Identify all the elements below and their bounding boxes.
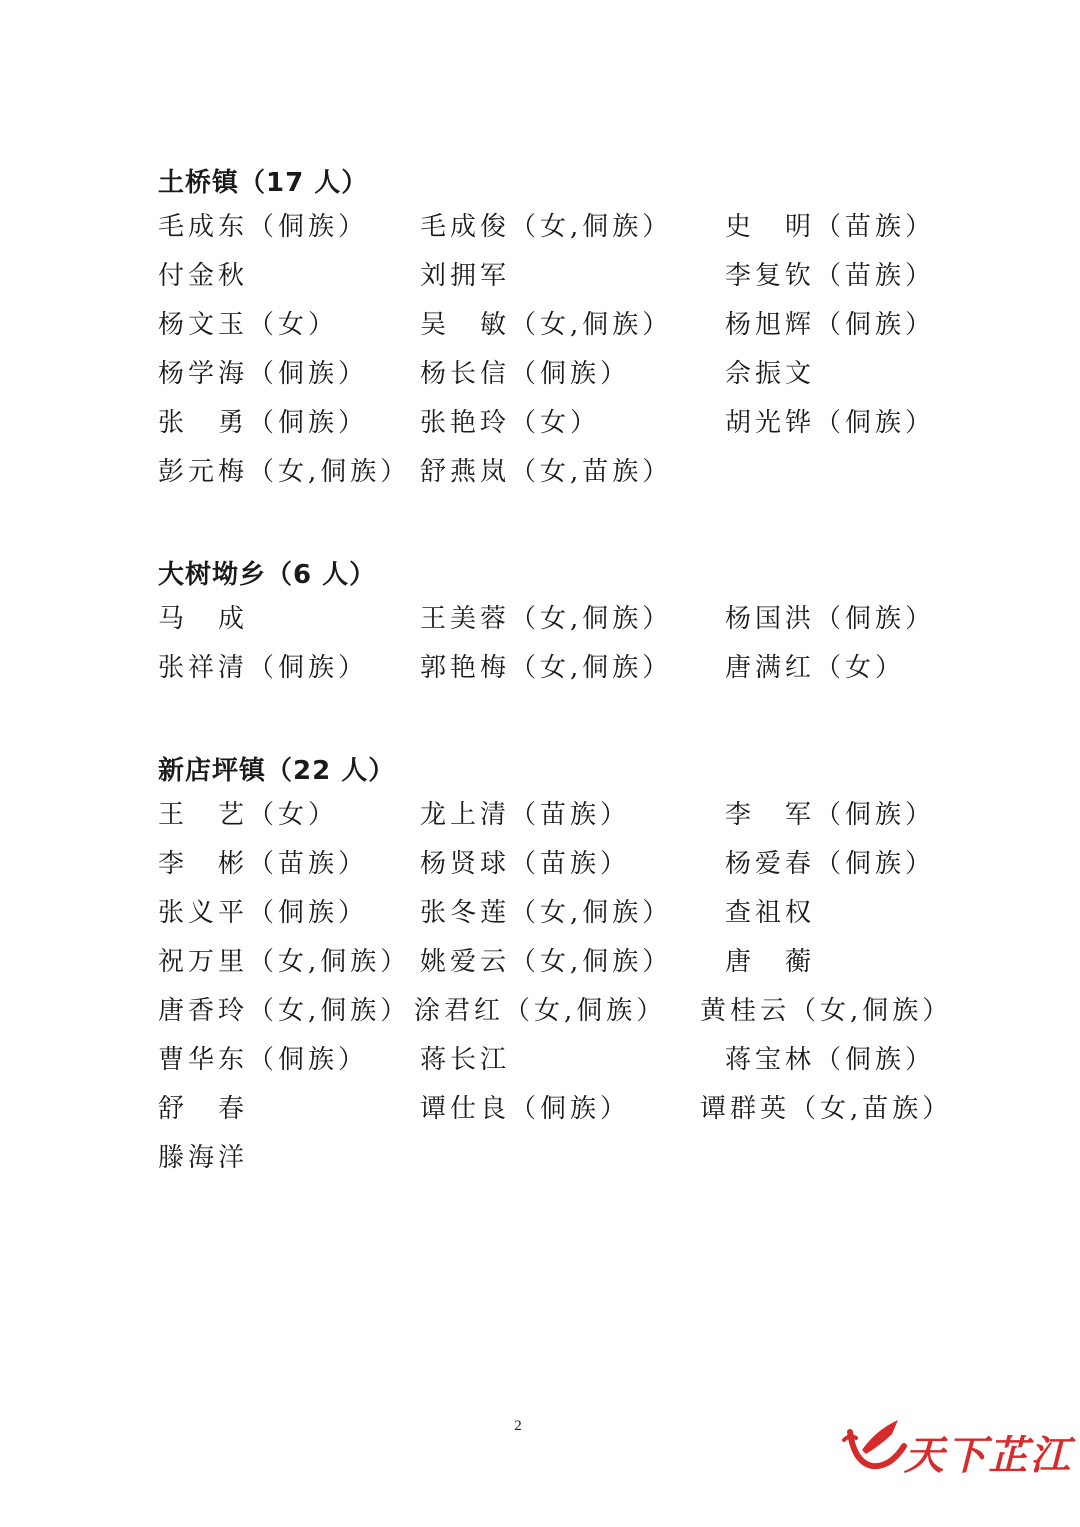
name-entry: 蒋宝林（侗族） [725,1045,936,1075]
section-tuqiao [158,163,958,497]
name-entry: 杨学海（侗族） [158,359,369,389]
name-row [158,595,958,644]
name-entry: 涂君红（女,侗族） [414,996,667,1026]
name-row [158,252,958,301]
name-row [158,448,958,497]
name-entry: 彭元梅（女,侗族） [158,457,411,487]
name-entry: 唐满红（女） [725,653,906,683]
name-entry: 李 彬（苗族） [158,849,369,879]
name-entry: 龙上清（苗族） [420,800,631,830]
name-entry: 胡光铧（侗族） [725,408,936,438]
name-row [158,791,958,840]
name-row [158,840,958,889]
section-xindianping [158,751,958,1183]
watermark-logo [842,1410,1072,1490]
name-entry: 唐 蘅 [725,947,816,977]
name-entry: 毛成东（侗族） [158,212,369,242]
name-entry: 刘拥军 [420,261,511,291]
section-heading: 土桥镇（17 人） [158,168,369,198]
name-entry: 杨长信（侗族） [420,359,631,389]
section-heading: 大树坳乡（6 人） [158,560,377,590]
name-row [158,399,958,448]
page-number: 2 [514,1418,522,1434]
name-entry: 唐香玲（女,侗族） [158,996,411,1026]
name-entry: 谭群英（女,苗族） [700,1094,953,1124]
name-entry: 李复钦（苗族） [725,261,936,291]
name-entry: 曹华东（侗族） [158,1045,369,1075]
section-dashuao [158,555,958,693]
name-entry: 吴 敏（女,侗族） [420,310,673,340]
name-entry: 毛成俊（女,侗族） [420,212,673,242]
name-entry: 张祥清（侗族） [158,653,369,683]
name-entry: 王美蓉（女,侗族） [420,604,673,634]
watermark-text: 天下芷江 [904,1432,1072,1479]
name-row [158,203,958,252]
name-entry: 祝万里（女,侗族） [158,947,411,977]
name-entry: 杨旭辉（侗族） [725,310,936,340]
name-entry: 杨国洪（侗族） [725,604,936,634]
name-entry: 舒燕岚（女,苗族） [420,457,673,487]
name-entry: 张义平（侗族） [158,898,369,928]
name-entry: 谭仕良（侗族） [420,1094,631,1124]
name-row [158,938,958,987]
name-row [158,1085,958,1134]
name-entry: 付金秋 [158,261,249,291]
name-entry: 姚爱云（女,侗族） [420,947,673,977]
name-row [158,301,958,350]
name-entry: 舒 春 [158,1094,249,1124]
name-row [158,350,958,399]
name-entry: 张 勇（侗族） [158,408,369,438]
section-heading: 新店坪镇（22 人） [158,756,396,786]
name-row [158,889,958,938]
name-entry: 滕海洋 [158,1143,249,1173]
name-entry: 查祖权 [725,898,816,928]
bird-logo-icon [842,1410,912,1490]
name-entry: 杨贤球（苗族） [420,849,631,879]
name-row [158,1036,958,1085]
name-entry: 蒋长江 [420,1045,511,1075]
name-entry: 黄桂云（女,侗族） [700,996,953,1026]
name-entry: 张艳玲（女） [420,408,601,438]
name-entry: 李 军（侗族） [725,800,936,830]
name-entry: 杨文玉（女） [158,310,339,340]
name-entry: 杨爱春（侗族） [725,849,936,879]
name-entry: 佘振文 [725,359,816,389]
name-entry: 史 明（苗族） [725,212,936,242]
name-row [158,1134,958,1183]
name-entry: 张冬莲（女,侗族） [420,898,673,928]
name-entry: 马 成 [158,604,249,634]
name-entry: 郭艳梅（女,侗族） [420,653,673,683]
name-row [158,987,958,1036]
name-entry: 王 艺（女） [158,800,339,830]
name-row [158,644,958,693]
